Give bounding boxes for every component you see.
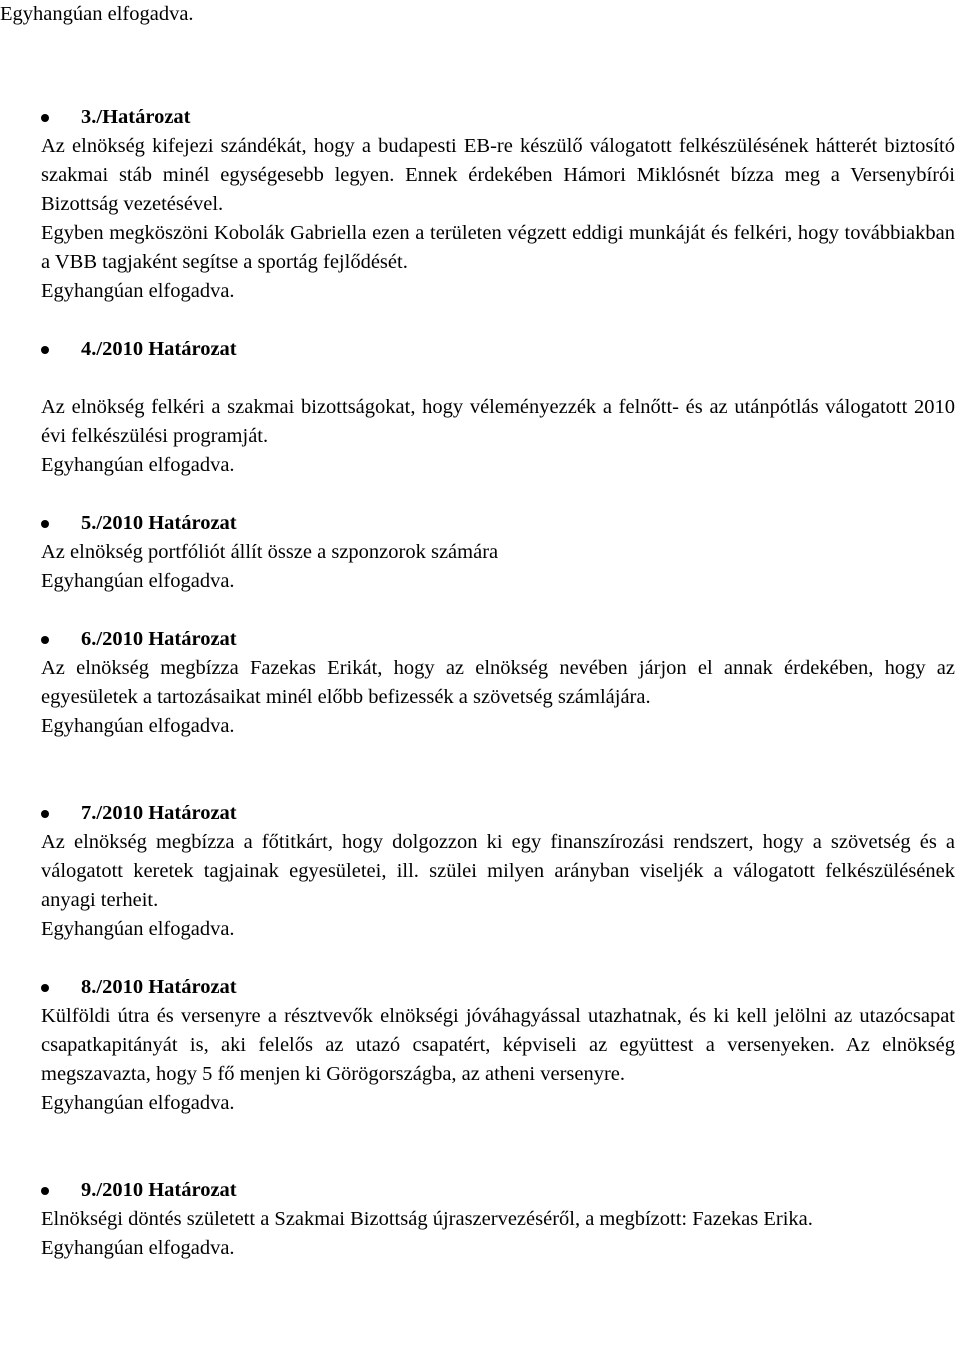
resolutions-list	[41, 103, 955, 1263]
resolution-text: Az elnökség megbízza Fazekas Erikát, hogy az elnökség nevében járjon el annak érdekében, hogy az egyesületek a tartozásaikat minél előbb befizessék a szövetség számlájára.	[41, 657, 955, 708]
resolution-heading: 8./2010 Határozat	[81, 976, 237, 998]
vote-result: Egyhangúan elfogadva.	[41, 570, 235, 592]
vote-result: Egyhangúan elfogadva.	[41, 454, 235, 476]
bullet-icon	[41, 346, 49, 354]
resolution-9	[41, 1176, 955, 1263]
resolution-heading: 6./2010 Határozat	[81, 628, 237, 650]
bullet-icon	[41, 520, 49, 528]
resolution-text: Az elnökség megbízza a főtitkárt, hogy dolgozzon ki egy finanszírozási rendszert, hogy a szövetség és a válogatott keretek tagjainak egyesületei, ill. szülei milyen arányban viseljék a válogatott felkészülésének anyagi terheit.	[41, 831, 955, 911]
resolution-heading: 5./2010 Határozat	[81, 512, 237, 534]
resolution-heading: 3./Határozat	[81, 106, 191, 128]
previous-resolution-vote: Egyhangúan elfogadva.	[0, 3, 194, 25]
resolution-5	[41, 509, 955, 596]
bullet-icon	[41, 114, 49, 122]
vote-result: Egyhangúan elfogadva.	[41, 1092, 235, 1114]
vote-result: Egyhangúan elfogadva.	[41, 1237, 235, 1259]
resolution-text: Elnökségi döntés született a Szakmai Bizottság újraszervezéséről, a megbízott: Fazekas Erika.	[41, 1208, 813, 1230]
resolution-text: Külföldi útra és versenyre a résztvevők elnökségi jóváhagyással utazhatnak, és ki kell jelölni az utazócsapat csapatkapitányát is, aki felelős az utazó csapatért, képviseli az együttest a versenyeken. Az elnökség megszavazta, hogy 5 fő menjen ki Görögországba, az atheni versenyre.	[41, 1005, 955, 1085]
bullet-icon	[41, 636, 49, 644]
resolution-3	[41, 103, 955, 306]
bullet-icon	[41, 984, 49, 992]
resolution-6	[41, 625, 955, 741]
resolution-4	[41, 335, 955, 480]
resolution-text: Egyben megköszöni Kobolák Gabriella ezen a területen végzett eddigi munkáját és felkéri, hogy továbbiakban a VBB tagjaként segítse a sportág fejlődését.	[41, 222, 955, 273]
vote-result: Egyhangúan elfogadva.	[41, 918, 235, 940]
resolution-text: Az elnökség felkéri a szakmai bizottságokat, hogy véleményezzék a felnőtt- és az utánpótlás válogatott 2010 évi felkészülési programját.	[41, 396, 955, 447]
resolution-text: Az elnökség portfóliót állít össze a szponzorok számára	[41, 541, 499, 563]
vote-result: Egyhangúan elfogadva.	[41, 715, 235, 737]
resolution-7	[41, 799, 955, 944]
resolution-text: Az elnökség kifejezi szándékát, hogy a budapesti EB-re készülő válogatott felkészülésének hátterét biztosító szakmai stáb minél egységesebb legyen. Ennek érdekében Hámori Miklósnét bízza meg a Versenybírói Bizottság vezetésével.	[41, 135, 955, 215]
vote-result: Egyhangúan elfogadva.	[41, 280, 235, 302]
resolution-heading: 4./2010 Határozat	[81, 338, 237, 360]
bullet-icon	[41, 1187, 49, 1195]
resolution-heading: 7./2010 Határozat	[81, 802, 237, 824]
resolution-heading: 9./2010 Határozat	[81, 1179, 237, 1201]
bullet-icon	[41, 810, 49, 818]
resolution-8	[41, 973, 955, 1118]
